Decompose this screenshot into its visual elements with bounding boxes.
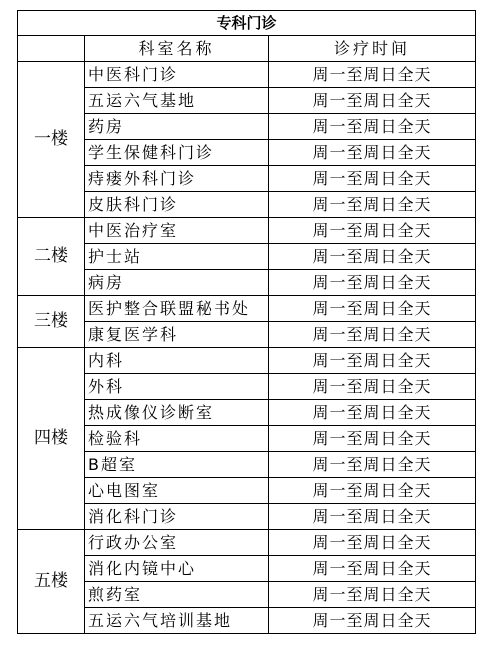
department-header: 科室名称 [85, 36, 269, 62]
header-row [18, 36, 476, 62]
department-name: 护士站 [85, 244, 269, 270]
specialty-clinic-table [17, 10, 476, 634]
table-row [18, 218, 476, 244]
hours-header: 诊疗时间 [269, 36, 476, 62]
floor-label: 一楼 [18, 62, 85, 218]
clinic-hours: 周一至周日全天 [269, 62, 476, 88]
department-name: 消化内镜中心 [85, 556, 269, 582]
table-row [18, 88, 476, 114]
clinic-hours: 周一至周日全天 [269, 504, 476, 530]
department-name: 中医治疗室 [85, 218, 269, 244]
table-row [18, 296, 476, 322]
department-name: 五运六气培训基地 [85, 608, 269, 634]
department-name: 心电图室 [85, 478, 269, 504]
clinic-hours: 周一至周日全天 [269, 374, 476, 400]
table-row [18, 530, 476, 556]
clinic-hours: 周一至周日全天 [269, 88, 476, 114]
table-row [18, 374, 476, 400]
table-row [18, 556, 476, 582]
clinic-hours: 周一至周日全天 [269, 426, 476, 452]
table-row [18, 582, 476, 608]
department-name: B超室 [85, 452, 269, 478]
clinic-hours: 周一至周日全天 [269, 114, 476, 140]
table-row [18, 400, 476, 426]
table-row [18, 192, 476, 218]
table-row [18, 62, 476, 88]
clinic-hours: 周一至周日全天 [269, 400, 476, 426]
department-name: 煎药室 [85, 582, 269, 608]
clinic-hours: 周一至周日全天 [269, 218, 476, 244]
department-name: 消化科门诊 [85, 504, 269, 530]
clinic-hours: 周一至周日全天 [269, 348, 476, 374]
department-name: 康复医学科 [85, 322, 269, 348]
table-row [18, 608, 476, 634]
floor-label: 五楼 [18, 530, 85, 634]
department-name: 外科 [85, 374, 269, 400]
department-name: 中医科门诊 [85, 62, 269, 88]
department-name: 药房 [85, 114, 269, 140]
clinic-hours: 周一至周日全天 [269, 140, 476, 166]
clinic-hours: 周一至周日全天 [269, 322, 476, 348]
table-row [18, 504, 476, 530]
table-row [18, 322, 476, 348]
department-name: 五运六气基地 [85, 88, 269, 114]
table-title-row [18, 11, 476, 36]
table-row [18, 348, 476, 374]
floor-label: 二楼 [18, 218, 85, 296]
department-name: 内科 [85, 348, 269, 374]
department-name: 医护整合联盟秘书处 [85, 296, 269, 322]
department-name: 痔瘘外科门诊 [85, 166, 269, 192]
clinic-hours: 周一至周日全天 [269, 166, 476, 192]
table-row [18, 270, 476, 296]
clinic-hours: 周一至周日全天 [269, 296, 476, 322]
department-name: 皮肤科门诊 [85, 192, 269, 218]
department-name: 学生保健科门诊 [85, 140, 269, 166]
clinic-hours: 周一至周日全天 [269, 244, 476, 270]
table-row [18, 244, 476, 270]
clinic-hours: 周一至周日全天 [269, 582, 476, 608]
floor-label: 三楼 [18, 296, 85, 348]
table-row [18, 166, 476, 192]
clinic-hours: 周一至周日全天 [269, 478, 476, 504]
clinic-hours: 周一至周日全天 [269, 452, 476, 478]
clinic-hours: 周一至周日全天 [269, 556, 476, 582]
department-name: 检验科 [85, 426, 269, 452]
clinic-hours: 周一至周日全天 [269, 608, 476, 634]
table-row [18, 140, 476, 166]
department-name: 行政办公室 [85, 530, 269, 556]
clinic-hours: 周一至周日全天 [269, 270, 476, 296]
clinic-hours: 周一至周日全天 [269, 530, 476, 556]
table-row [18, 114, 476, 140]
table-title: 专科门诊 [18, 11, 476, 36]
department-name: 热成像仪诊断室 [85, 400, 269, 426]
clinic-hours: 周一至周日全天 [269, 192, 476, 218]
table-row [18, 426, 476, 452]
department-name: 病房 [85, 270, 269, 296]
floor-header [18, 36, 85, 62]
table-row [18, 452, 476, 478]
floor-label: 四楼 [18, 348, 85, 530]
table-row [18, 478, 476, 504]
